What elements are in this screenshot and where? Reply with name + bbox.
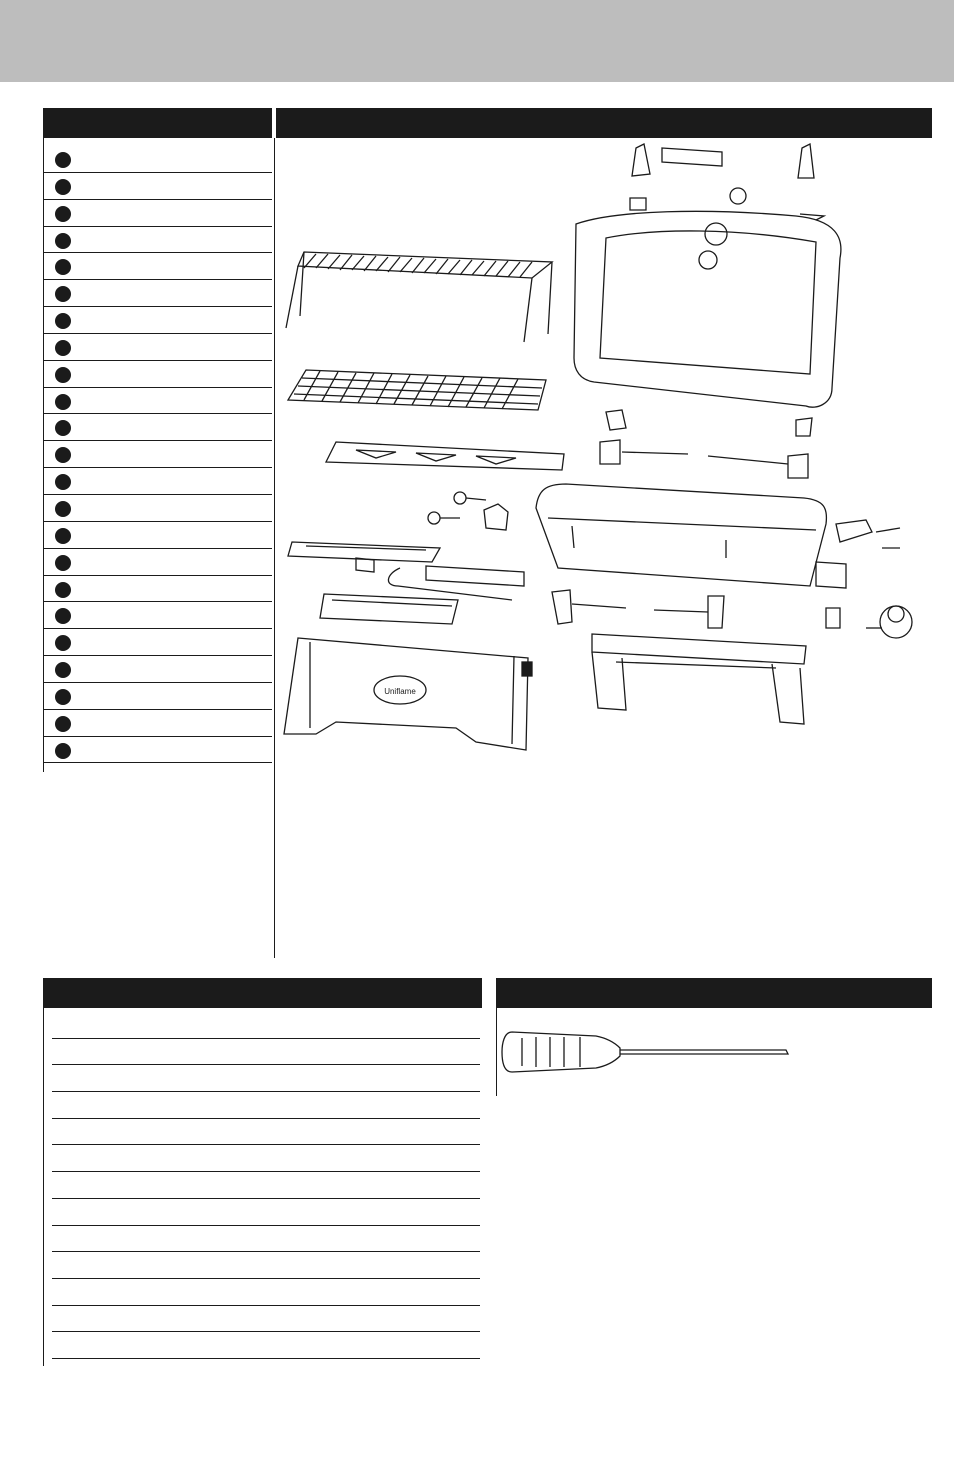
parts-list-row — [43, 522, 272, 549]
parts-list-row — [43, 737, 272, 764]
part-number-badge — [55, 501, 71, 517]
brand-logo-text: Uniflame — [384, 687, 416, 696]
parts-list-row — [43, 200, 272, 227]
panel-divider — [274, 138, 275, 958]
parts-list-row — [43, 173, 272, 200]
warming-rack-drawing — [286, 252, 552, 342]
parts-list-row — [43, 495, 272, 522]
grill-lid-drawing — [574, 211, 841, 407]
hardware-row — [52, 1039, 480, 1066]
hardware-row — [52, 1172, 480, 1199]
hardware-row — [52, 1306, 480, 1333]
part-number-badge — [55, 367, 71, 383]
parts-list-row — [43, 361, 272, 388]
part-number-badge — [55, 447, 71, 463]
screwdriver-icon — [496, 1010, 932, 1092]
hardware-header — [43, 978, 482, 1008]
parts-list-row — [43, 468, 272, 495]
part-number-badge — [55, 474, 71, 490]
part-number-badge — [55, 662, 71, 678]
part-number-badge — [55, 340, 71, 356]
parts-list-row — [43, 414, 272, 441]
parts-list-row — [43, 602, 272, 629]
hinge-set-drawing — [600, 410, 812, 478]
part-number-badge — [55, 689, 71, 705]
small-bracket-drawing — [484, 504, 508, 530]
part-number-badge — [55, 206, 71, 222]
hardware-row — [52, 1252, 480, 1279]
hardware-left-border — [43, 1008, 44, 1366]
parts-list-row — [43, 710, 272, 737]
latch-set-drawing — [552, 590, 724, 628]
part-number-badge — [55, 716, 71, 732]
leg-stand-drawing — [592, 634, 806, 724]
clip-drawing — [826, 608, 840, 628]
parts-list-row — [43, 227, 272, 254]
parts-list-row — [43, 441, 272, 468]
side-bracket-drawing — [836, 520, 872, 542]
part-number-badge — [55, 152, 71, 168]
hardware-row — [52, 1332, 480, 1359]
igniter-drawing — [816, 562, 846, 588]
hardware-list — [52, 1012, 480, 1359]
exploded-parts-diagram — [276, 138, 932, 758]
part-number-badge — [55, 313, 71, 329]
parts-list-row — [43, 683, 272, 710]
parts-list-row — [43, 280, 272, 307]
part-number-badge — [55, 179, 71, 195]
hardware-row — [52, 1226, 480, 1253]
hardware-row — [52, 1012, 480, 1039]
part-number-badge — [55, 635, 71, 651]
parts-list-row — [43, 576, 272, 603]
front-panel-drawing — [284, 638, 532, 750]
regulator-drawing — [866, 606, 912, 638]
hardware-row — [52, 1092, 480, 1119]
parts-list-row — [43, 253, 272, 280]
part-number-badge — [55, 608, 71, 624]
part-number-badge — [55, 259, 71, 275]
parts-list-row — [43, 629, 272, 656]
tools-header — [496, 978, 932, 1008]
screw-set-drawing — [428, 492, 486, 524]
part-number-badge — [55, 394, 71, 410]
parts-list — [43, 146, 272, 763]
lid-handle-drawing — [630, 144, 824, 220]
hardware-row — [52, 1119, 480, 1146]
part-number-badge — [55, 233, 71, 249]
hardware-row — [52, 1279, 480, 1306]
part-number-badge — [55, 743, 71, 759]
part-number-badge — [55, 420, 71, 436]
parts-list-row — [43, 146, 272, 173]
hardware-row — [52, 1199, 480, 1226]
part-number-badge — [55, 528, 71, 544]
hardware-row — [52, 1065, 480, 1092]
parts-list-row — [43, 334, 272, 361]
burner-assembly-drawing — [288, 542, 524, 600]
cooking-grate-drawing — [288, 370, 546, 410]
heat-tent-drawing — [326, 442, 564, 470]
hardware-row — [52, 1145, 480, 1172]
side-screws-drawing — [876, 528, 900, 548]
parts-list-row — [43, 549, 272, 576]
part-number-badge — [55, 555, 71, 571]
diagram-header — [276, 108, 932, 138]
firebox-drawing — [536, 484, 826, 586]
grease-tray-drawing — [320, 594, 458, 624]
parts-list-row — [43, 388, 272, 415]
parts-list-header — [43, 108, 272, 138]
page-header-band — [0, 0, 954, 82]
part-number-badge — [55, 582, 71, 598]
parts-list-row — [43, 656, 272, 683]
parts-list-row — [43, 307, 272, 334]
part-number-badge — [55, 286, 71, 302]
